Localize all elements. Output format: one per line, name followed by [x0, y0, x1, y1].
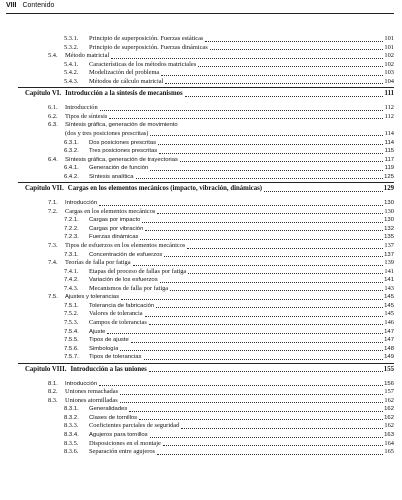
- toc-entry-title: Tipos de ajuste: [89, 337, 129, 344]
- leader-dots: [160, 282, 383, 283]
- toc-entry-number: 7.5.: [48, 294, 58, 301]
- toc-entry-number: 7.5.4.: [64, 328, 79, 335]
- toc-entry-title: Introducción: [65, 380, 98, 387]
- toc-entry-number: 6.2.: [48, 112, 58, 120]
- toc-entry-title: Principio de superposición. Fuerzas dinámicas: [89, 43, 208, 51]
- toc-page-number: 101: [384, 43, 394, 51]
- toc-entry-number: 8.3.6.: [64, 448, 79, 456]
- toc-page-number: 115: [384, 148, 394, 155]
- toc-entry-title: Métodos de cálculo matricial: [89, 77, 164, 85]
- toc-page-number: 156: [384, 380, 394, 387]
- toc-entry-title: Fuerzas dinámicas: [89, 234, 139, 241]
- toc-entry-number: 7.5.1.: [64, 302, 79, 309]
- leader-dots: [145, 316, 383, 317]
- leader-dots: [120, 350, 383, 351]
- toc-entry-title: Síntesis gráfica, generación de trayectorias: [65, 156, 178, 163]
- leader-dots: [144, 359, 384, 360]
- toc-entry-title: Valores de tolerancia: [89, 310, 143, 318]
- toc-page-number: 145: [384, 310, 394, 318]
- toc-entry-title: Concentración de esfuerzos: [89, 251, 163, 258]
- toc-entry-title: Principio de superposición. Fuerzas estáticas: [89, 35, 204, 42]
- toc-entry-title: Tipos de tolerancias: [89, 354, 142, 361]
- toc-entry-number: 7.4.: [48, 259, 58, 267]
- toc-page-number: 155: [383, 365, 394, 373]
- toc-entry-number: Capítulo VIII.: [25, 365, 67, 373]
- toc-entry-title: Dos posiciones prescritas: [89, 139, 157, 146]
- toc-entry-number: 7.3.: [48, 242, 58, 249]
- toc-page-number: 129: [383, 185, 394, 193]
- toc-entry-title: Mecanismos de falla por fatiga: [89, 284, 169, 292]
- toc-entry-number: 6.4.: [48, 156, 58, 163]
- toc-entry-row[interactable]: [64, 172, 394, 181]
- toc-page-number: 149: [384, 354, 394, 361]
- leader-dots: [210, 49, 383, 50]
- toc-page-number: 162: [384, 406, 394, 413]
- toc-page-number: 165: [384, 448, 394, 456]
- toc-entry-row[interactable]: [64, 447, 394, 456]
- toc-page-number: 130: [384, 217, 394, 224]
- leader-dots: [165, 83, 383, 84]
- toc-entry-title: Tipos de síntesis: [65, 112, 108, 120]
- toc-entry-number: 7.2.1.: [64, 217, 79, 224]
- toc-entry-title: Método matricial: [65, 52, 110, 60]
- toc-entry-title: Introducción: [65, 200, 98, 207]
- toc-entry-number: 7.2.2.: [64, 225, 79, 232]
- toc-entry-title: Uniones remachadas: [65, 388, 119, 396]
- toc-page-number: 162: [384, 396, 394, 404]
- toc-entry-number: 7.3.1.: [64, 251, 79, 258]
- toc-entry-title: Ajuste: [89, 328, 106, 335]
- toc-page-number: 112: [384, 104, 394, 112]
- toc-page-number: 135: [384, 234, 394, 241]
- toc-entry-number: 5.3.2.: [64, 43, 79, 51]
- toc-page-number: 145: [384, 302, 394, 309]
- toc-entry-title: Cargas en los elementos mecánicos (impacto, vibración, dinámicas): [67, 185, 263, 193]
- toc-entry-row[interactable]: [64, 352, 394, 361]
- leader-dots: [140, 239, 383, 240]
- toc-chapter-row[interactable]: [25, 89, 394, 98]
- toc-entry-number: 8.3.4.: [64, 432, 79, 438]
- toc-entry-number: 5.4.2.: [64, 69, 79, 77]
- toc-page-number: 148: [384, 345, 394, 352]
- leader-dots: [109, 118, 383, 119]
- toc-page-number: 137: [384, 242, 394, 249]
- toc-entry-title: Simbología: [89, 345, 119, 352]
- leader-dots: [150, 170, 383, 171]
- toc-entry-number: 7.5.6.: [64, 345, 79, 352]
- toc-page-number: 141: [384, 267, 394, 275]
- section-title: Contenido: [22, 2, 55, 9]
- leader-dots: [158, 144, 383, 145]
- leader-dots: [139, 419, 383, 420]
- toc-entry-number: 7.2.: [48, 207, 58, 215]
- leader-dots: [99, 385, 383, 386]
- toc-entry-title: Clases de tornillos: [89, 414, 138, 421]
- toc-entry-number: 6.3.2.: [64, 148, 79, 155]
- toc-page-number: 162: [384, 414, 394, 421]
- toc-entry-title: Síntesis analítica: [89, 173, 134, 180]
- toc-page-number: 141: [384, 277, 394, 284]
- leader-dots: [136, 178, 383, 179]
- toc-entry-title: Introducción a la síntesis de mecanismos: [65, 90, 183, 98]
- toc-chapter-row[interactable]: [25, 365, 394, 374]
- toc-entry-number: 8.3.3.: [64, 422, 79, 430]
- toc-entry-number: 8.2.: [48, 388, 58, 396]
- leader-dots: [180, 161, 383, 162]
- leader-dots: [187, 248, 383, 249]
- toc-page-number: 132: [384, 225, 394, 232]
- toc-page-number: 139: [384, 259, 394, 267]
- toc-entry-number: 5.4.3.: [64, 77, 79, 85]
- toc-page-number: 130: [384, 200, 394, 207]
- toc-entry-number: 6.3.1.: [64, 139, 79, 146]
- toc-entry-title: Coeficientes parciales de seguridad: [89, 422, 180, 430]
- toc-entry-title: (dos y tres posiciones prescritas): [65, 129, 149, 137]
- toc-entry-title: Ajustes y tolerancias: [65, 294, 120, 301]
- leader-dots: [120, 394, 383, 395]
- leader-dots: [100, 110, 383, 111]
- leader-dots: [107, 333, 383, 334]
- leader-dots: [161, 75, 383, 76]
- toc-entry-title: Tolerancia de fabricación: [89, 302, 155, 309]
- toc-entry-number: 5.3.1.: [64, 35, 79, 42]
- toc-entry-number: 7.5.5.: [64, 337, 79, 344]
- toc-page-number: 147: [384, 328, 394, 335]
- toc-page-number: 157: [384, 388, 394, 396]
- toc-entry-number: 5.4.: [48, 52, 58, 60]
- toc-entry-title: Cargas por impacto: [89, 217, 141, 224]
- toc-entry-number: 7.4.3.: [64, 284, 79, 292]
- toc-entry-number: 7.2.3.: [64, 234, 79, 241]
- toc-entry-number: 8.3.2.: [64, 414, 79, 421]
- toc-entry-title: Agujeros para tornillos: [89, 432, 148, 438]
- toc-entry-number: 5.4.1.: [64, 60, 79, 68]
- toc-entry-title: Cargas por vibración: [89, 225, 144, 232]
- chapter-rule: [18, 182, 394, 183]
- toc-page-number: 102: [384, 52, 394, 60]
- leader-dots: [150, 437, 383, 438]
- toc-page-number: 125: [384, 173, 394, 180]
- toc-page-number: 146: [384, 318, 394, 326]
- leader-dots: [157, 454, 383, 455]
- toc-page-number: 137: [384, 251, 394, 258]
- toc-entry-number: Capítulo VII.: [25, 185, 64, 193]
- leader-dots: [111, 58, 383, 59]
- leader-dots: [120, 402, 383, 403]
- leader-dots: [185, 96, 383, 97]
- toc-entry-title: Cargas en los elementos mecánicos: [65, 207, 156, 215]
- leader-dots: [145, 230, 383, 231]
- toc-page-number: 164: [384, 439, 394, 447]
- leader-dots: [170, 290, 383, 291]
- toc-entry-title: Características de los métodos matriciales: [89, 60, 197, 68]
- toc-entry-title: Uniones atornilladas: [65, 396, 118, 404]
- leader-dots: [142, 222, 383, 223]
- toc-entry-title: Modelización del problema: [89, 69, 160, 77]
- toc-entry-title: Generalidades: [89, 406, 128, 413]
- leader-dots: [188, 273, 383, 274]
- toc-entry-number: 7.4.2.: [64, 277, 79, 284]
- toc-entry-title: Disposiciones en el montaje: [89, 439, 161, 447]
- leader-dots: [159, 153, 383, 154]
- toc-entry-row[interactable]: [64, 77, 394, 86]
- leader-dots: [131, 342, 383, 343]
- toc-entry-title: Teorías de falla por fatiga: [65, 259, 131, 267]
- toc-page-number: 111: [384, 90, 394, 98]
- leader-dots: [150, 135, 383, 136]
- toc-entry-title: Tipos de esfuerzos en los elementos mecánicos: [65, 242, 186, 249]
- toc-entry-title: Introducción a las uniones: [70, 365, 147, 373]
- leader-dots: [149, 371, 383, 372]
- toc-page-number: 143: [384, 284, 394, 292]
- chapter-rule: [18, 363, 394, 364]
- leader-dots: [157, 213, 383, 214]
- toc-entry-number: 7.5.2.: [64, 310, 79, 318]
- toc-entry-title: Separación entre agujeros: [89, 448, 156, 456]
- leader-dots: [156, 307, 383, 308]
- toc-page-number: 104: [384, 77, 394, 85]
- toc-page-number: 147: [384, 337, 394, 344]
- leader-dots: [129, 411, 383, 412]
- leader-dots: [133, 265, 383, 266]
- toc-entry-number: 6.3.: [48, 122, 58, 129]
- toc-page-number: 117: [384, 156, 394, 163]
- toc-page-number: 114: [384, 129, 394, 137]
- toc-page-number: 130: [384, 207, 394, 215]
- toc-entry-number: 7.5.3.: [64, 318, 79, 326]
- toc-entry-title: Introducción: [65, 104, 98, 112]
- toc-entry-number: 6.1.: [48, 104, 58, 112]
- toc-entry-number: 6.4.2.: [64, 173, 79, 180]
- leader-dots: [198, 66, 383, 67]
- toc-page-number: 163: [384, 432, 394, 438]
- toc-entry-number: 8.3.5.: [64, 439, 79, 447]
- toc-entry-title: Variación de los esfuerzos: [89, 277, 158, 284]
- toc-entry-title: Tres posiciones prescritas: [89, 148, 158, 155]
- toc-entry-number: 7.1.: [48, 200, 58, 207]
- leader-dots: [99, 205, 383, 206]
- leader-dots: [163, 445, 383, 446]
- toc-page-number: 119: [384, 165, 394, 172]
- toc-entry-number: Capítulo VI.: [25, 90, 62, 98]
- toc-entry-number: 8.3.: [48, 396, 58, 404]
- toc-page-number: 112: [384, 112, 394, 120]
- toc-page-number: 145: [384, 294, 394, 301]
- page-label: VIII: [6, 2, 17, 9]
- toc-page-number: 114: [384, 139, 394, 146]
- leader-dots: [264, 191, 383, 192]
- toc-entry-number: 6.4.1.: [64, 165, 79, 172]
- toc-entry-title: Síntesis gráfica, generación de movimiento: [65, 122, 178, 129]
- leader-dots: [181, 428, 383, 429]
- toc-chapter-row[interactable]: [25, 184, 394, 193]
- toc-page-number: 102: [384, 60, 394, 68]
- toc-entry-number: 8.1.: [48, 380, 58, 387]
- toc-entry-number: 8.3.1.: [64, 406, 79, 413]
- leader-dots: [121, 299, 383, 300]
- leader-dots: [149, 324, 383, 325]
- leader-dots: [164, 256, 383, 257]
- toc-entry-title: Etapas del proceso de fallas por fatiga: [89, 267, 187, 275]
- chapter-rule: [18, 87, 394, 88]
- toc-page-number: 101: [384, 35, 394, 42]
- toc-page-number: 162: [384, 422, 394, 430]
- toc-entry-number: 7.5.7.: [64, 354, 79, 361]
- toc-entry-title: Generación de función: [89, 165, 149, 172]
- toc-entry-title: Campos de tolerancias: [89, 318, 147, 326]
- toc-entry-number: 7.4.1.: [64, 267, 79, 275]
- toc-page-number: 103: [384, 69, 394, 77]
- leader-dots: [205, 41, 383, 42]
